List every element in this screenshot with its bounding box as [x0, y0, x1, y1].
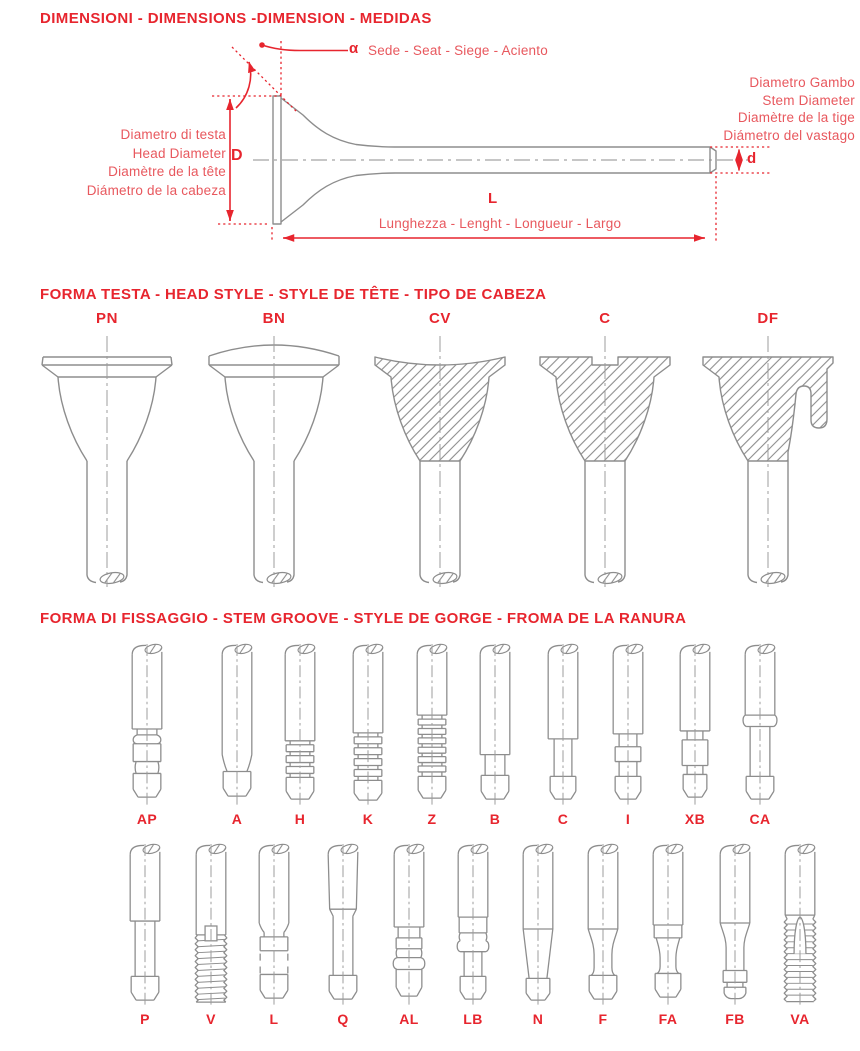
stem-label-va: VA [790, 1011, 810, 1027]
stem-figure-lb [444, 842, 502, 1027]
stem-groove-section-title: FORMA DI FISSAGGIO - STEM GROOVE - STYLE DE GORGE - FROMA DE LA RANURA [40, 610, 687, 627]
head-style-drawing-bn [199, 332, 349, 590]
stem-label-ap: AP [136, 811, 158, 827]
head-style-label-pn: PN [95, 310, 119, 327]
stem-diameter-line-en: Stem Diameter [762, 92, 855, 108]
stem-break-section [99, 571, 124, 585]
seat-callout-line [262, 45, 348, 51]
head-style-section-title: FORMA TESTA - HEAD STYLE - STYLE DE TÊTE - TIPO DE CABEZA [40, 286, 547, 303]
head-style-drawing-df [693, 332, 843, 590]
stem-drawing-xb [673, 642, 717, 810]
stem-label-fa: FA [658, 1011, 678, 1027]
stem-label-p: P [140, 1011, 150, 1027]
stem-label-lb: LB [463, 1011, 483, 1027]
head-style-figure-df [693, 310, 843, 595]
seat-label: Sede - Seat - Siege - Aciento [368, 43, 548, 58]
head-diameter-line-fr: Diamètre de la tête [108, 164, 226, 179]
seat-angle-arc [236, 62, 251, 108]
head-style-label-cv: CV [428, 310, 452, 327]
stem-label-b: B [489, 811, 501, 827]
stem-figure-c [533, 642, 593, 827]
stem-figure-z [402, 642, 462, 827]
stem-label-v: V [206, 1011, 216, 1027]
stem-label-fb: FB [725, 1011, 745, 1027]
stem-figure-va [771, 842, 829, 1027]
stem-drawing-va [778, 842, 822, 1010]
length-label: Lunghezza - Lenght - Longueur - Largo [378, 216, 622, 231]
stem-label-f: F [598, 1011, 608, 1027]
head-style-label-c: C [599, 310, 611, 327]
stem-label-al: AL [399, 1011, 419, 1027]
stem-diameter-line-es: Diámetro del vastago [723, 127, 855, 143]
stem-drawing-fa [646, 842, 690, 1010]
head-style-drawing-cv [365, 332, 515, 590]
stem-figure-p [116, 842, 174, 1027]
head-diameter-line-it: Diametro di testa [120, 127, 226, 142]
stem-figure-l [245, 842, 303, 1027]
stem-figure-k [338, 642, 398, 827]
stem-drawing-n [516, 842, 560, 1010]
stem-break-section [597, 571, 622, 585]
stem-break-section [760, 571, 785, 585]
head-style-figure-c [530, 310, 680, 595]
head-diameter-line-es: Diámetro de la cabeza [86, 182, 226, 198]
stem-figure-i [598, 642, 658, 827]
stem-label-k: K [362, 811, 374, 827]
head-diameter-line-en: Head Diameter [132, 145, 226, 161]
seat-callout-dot [259, 42, 265, 48]
stem-drawing-c [541, 642, 585, 810]
stem-figure-a [207, 642, 267, 827]
head-diameter-symbol: D [231, 147, 243, 164]
stem-drawing-ca [738, 642, 782, 810]
stem-figure-h [270, 642, 330, 827]
head-style-label-df: DF [757, 310, 779, 327]
stem-figure-fa [639, 842, 697, 1027]
stem-label-n: N [532, 1011, 544, 1027]
thread-lines [197, 939, 225, 999]
stem-label-l: L [269, 1011, 279, 1027]
stem-figure-n [509, 842, 567, 1027]
stem-drawing-al [387, 842, 431, 1010]
stem-drawing-l [252, 842, 296, 1010]
stem-diameter-line-it: Diametro Gambo [749, 75, 855, 90]
stem-break-section [266, 571, 291, 585]
stem-figure-al [380, 842, 438, 1027]
stem-drawing-ap [125, 642, 169, 810]
stem-figure-f [574, 842, 632, 1027]
stem-drawing-fb [713, 842, 757, 1010]
stem-drawing-i [606, 642, 650, 810]
head-style-label-bn: BN [262, 310, 286, 327]
stem-label-z: Z [427, 811, 437, 827]
stem-label-h: H [294, 811, 306, 827]
stem-label-c: C [557, 811, 569, 827]
stem-label-q: Q [337, 1011, 349, 1027]
dimensions-section-title: DIMENSIONI - DIMENSIONS -DIMENSION - MEDIDAS [40, 10, 432, 27]
head-diameter-label [28, 126, 226, 200]
stem-diameter-symbol: d [747, 150, 757, 167]
stem-figure-v [182, 842, 240, 1027]
stem-drawing-b [473, 642, 517, 810]
stem-diameter-line-fr: Diamètre de la tige [737, 110, 855, 125]
stem-diameter-label [597, 74, 855, 144]
stem-drawing-q [321, 842, 365, 1010]
stem-label-ca: CA [749, 811, 771, 827]
head-style-figure-cv [365, 310, 515, 595]
stem-drawing-k [346, 642, 390, 810]
stem-figure-ca [730, 642, 790, 827]
head-style-drawing-pn [32, 332, 182, 590]
stem-label-i: I [625, 811, 631, 827]
stem-break-section [432, 571, 457, 585]
head-style-drawing-c [530, 332, 680, 590]
stem-drawing-p [123, 842, 167, 1010]
stem-figure-fb [706, 842, 764, 1027]
stem-label-xb: XB [684, 811, 706, 827]
stem-drawing-f [581, 842, 625, 1010]
stem-drawing-a [215, 642, 259, 810]
stem-figure-ap [117, 642, 177, 827]
seat-angle-symbol: α [349, 40, 359, 57]
length-symbol: L [488, 190, 498, 207]
head-style-figure-bn [199, 310, 349, 595]
stem-drawing-z [410, 642, 454, 810]
stem-drawing-lb [451, 842, 495, 1010]
stem-drawing-h [278, 642, 322, 810]
stem-figure-q [314, 842, 372, 1027]
stem-figure-xb [665, 642, 725, 827]
stem-label-a: A [231, 811, 243, 827]
stem-figure-b [465, 642, 525, 827]
head-style-figure-pn [32, 310, 182, 595]
stem-drawing-v [189, 842, 233, 1010]
